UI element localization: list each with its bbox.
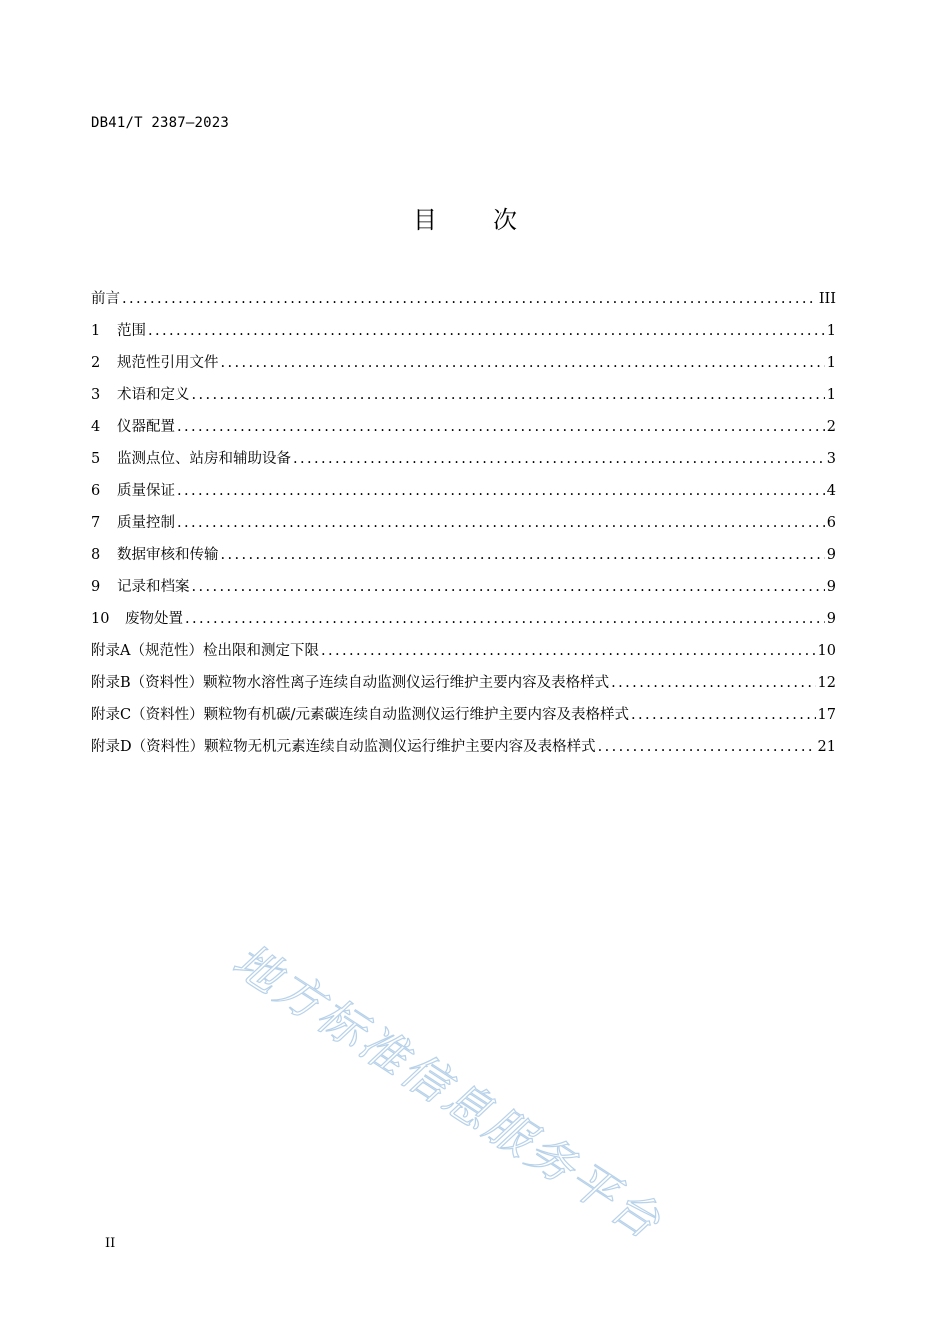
toc-annex-a[interactable] xyxy=(91,640,836,672)
toc-entry-number: 3 xyxy=(91,387,101,403)
toc-entry-label: 仪器配置 xyxy=(117,419,175,435)
toc-entry-foreword[interactable] xyxy=(91,288,836,320)
toc-entry-page: 17 xyxy=(817,707,836,723)
toc-entry-8[interactable] xyxy=(91,544,836,576)
toc-entry-label: 检出限和测定下限 xyxy=(202,643,319,659)
toc-entry-label: 数据审核和传输 xyxy=(117,547,219,563)
toc-entry-page: 9 xyxy=(826,611,836,627)
toc-annex-tag: 附录B（资料性） xyxy=(91,675,204,691)
toc-entry-label: 监测点位、站房和辅助设备 xyxy=(117,451,291,467)
toc-entry-page: 1 xyxy=(826,355,836,371)
toc-annex-tag: 附录A（规范性） xyxy=(91,643,203,659)
toc-leader-dots xyxy=(185,608,825,630)
toc-entry-label: 前言 xyxy=(91,291,120,307)
toc-title-right: 次 xyxy=(493,206,517,234)
toc-entry-label: 废物处置 xyxy=(125,611,183,627)
toc-leader-dots xyxy=(177,416,825,438)
toc-entry-page: 4 xyxy=(826,483,836,499)
toc-entry-page: 12 xyxy=(817,675,836,691)
toc-entry-number: 6 xyxy=(91,483,101,499)
toc-entry-page: 9 xyxy=(826,579,836,595)
toc-entry-label: 术语和定义 xyxy=(117,387,190,403)
toc-entry-page: 3 xyxy=(826,451,836,467)
toc-title-left: 目 xyxy=(413,206,437,234)
toc-entry-number: 9 xyxy=(91,579,101,595)
toc-leader-dots xyxy=(148,320,825,342)
toc-leader-dots xyxy=(631,704,816,726)
toc-entry-label: 颗粒物有机碳/元素碳连续自动监测仪运行维护主要内容及表格样式 xyxy=(203,707,629,723)
toc-entry-number: 8 xyxy=(91,547,101,563)
toc-title xyxy=(0,200,930,235)
toc-leader-dots xyxy=(221,352,825,374)
toc-entry-page: III xyxy=(818,291,836,307)
toc-entry-label: 质量保证 xyxy=(117,483,175,499)
page-number: II xyxy=(105,1236,116,1251)
toc-entry-number: 2 xyxy=(91,355,101,371)
toc-entry-9[interactable] xyxy=(91,576,836,608)
toc-entry-number: 5 xyxy=(91,451,101,467)
toc-leader-dots xyxy=(177,512,825,534)
toc-entry-3[interactable] xyxy=(91,384,836,416)
toc-leader-dots xyxy=(321,640,816,662)
toc-entry-7[interactable] xyxy=(91,512,836,544)
toc-entry-number: 10 xyxy=(91,611,110,627)
toc-entry-page: 1 xyxy=(826,323,836,339)
toc-entry-4[interactable] xyxy=(91,416,836,448)
toc-leader-dots xyxy=(192,384,825,406)
document-code: DB41/T 2387—2023 xyxy=(91,115,230,131)
toc-leader-dots xyxy=(122,288,817,310)
toc-leader-dots xyxy=(177,480,825,502)
toc-entry-10[interactable] xyxy=(91,608,836,640)
toc-leader-dots xyxy=(611,672,815,694)
toc-entry-6[interactable] xyxy=(91,480,836,512)
toc-entry-label: 颗粒物水溶性离子连续自动监测仪运行维护主要内容及表格样式 xyxy=(203,675,610,691)
toc-entry-label: 记录和档案 xyxy=(117,579,190,595)
toc-annex-c[interactable] xyxy=(91,704,836,736)
toc-leader-dots xyxy=(221,544,825,566)
toc-annex-b[interactable] xyxy=(91,672,836,704)
toc-entry-page: 1 xyxy=(826,387,836,403)
toc-leader-dots xyxy=(293,448,825,470)
toc-entry-page: 9 xyxy=(826,547,836,563)
toc-entry-label: 范围 xyxy=(117,323,146,339)
toc-leader-dots xyxy=(192,576,825,598)
toc-entry-label: 颗粒物无机元素连续自动监测仪运行维护主要内容及表格样式 xyxy=(204,739,596,755)
toc-annex-d[interactable] xyxy=(91,736,836,768)
toc-entry-5[interactable] xyxy=(91,448,836,480)
toc-entry-number: 4 xyxy=(91,419,101,435)
toc-annex-tag: 附录C（资料性） xyxy=(91,707,204,723)
toc-entry-label: 质量控制 xyxy=(117,515,175,531)
toc-entry-page: 6 xyxy=(826,515,836,531)
toc-list xyxy=(91,288,836,768)
toc-entry-1[interactable] xyxy=(91,320,836,352)
toc-entry-number: 1 xyxy=(91,323,101,339)
toc-entry-page: 2 xyxy=(826,419,836,435)
watermark: 地方标准信息服务平台 xyxy=(223,932,673,1251)
toc-annex-tag: 附录D（资料性） xyxy=(91,739,205,755)
toc-entry-2[interactable] xyxy=(91,352,836,384)
toc-entry-number: 7 xyxy=(91,515,101,531)
toc-leader-dots xyxy=(598,736,816,758)
toc-entry-page: 21 xyxy=(817,739,836,755)
toc-entry-page: 10 xyxy=(817,643,836,659)
toc-entry-label: 规范性引用文件 xyxy=(117,355,219,371)
